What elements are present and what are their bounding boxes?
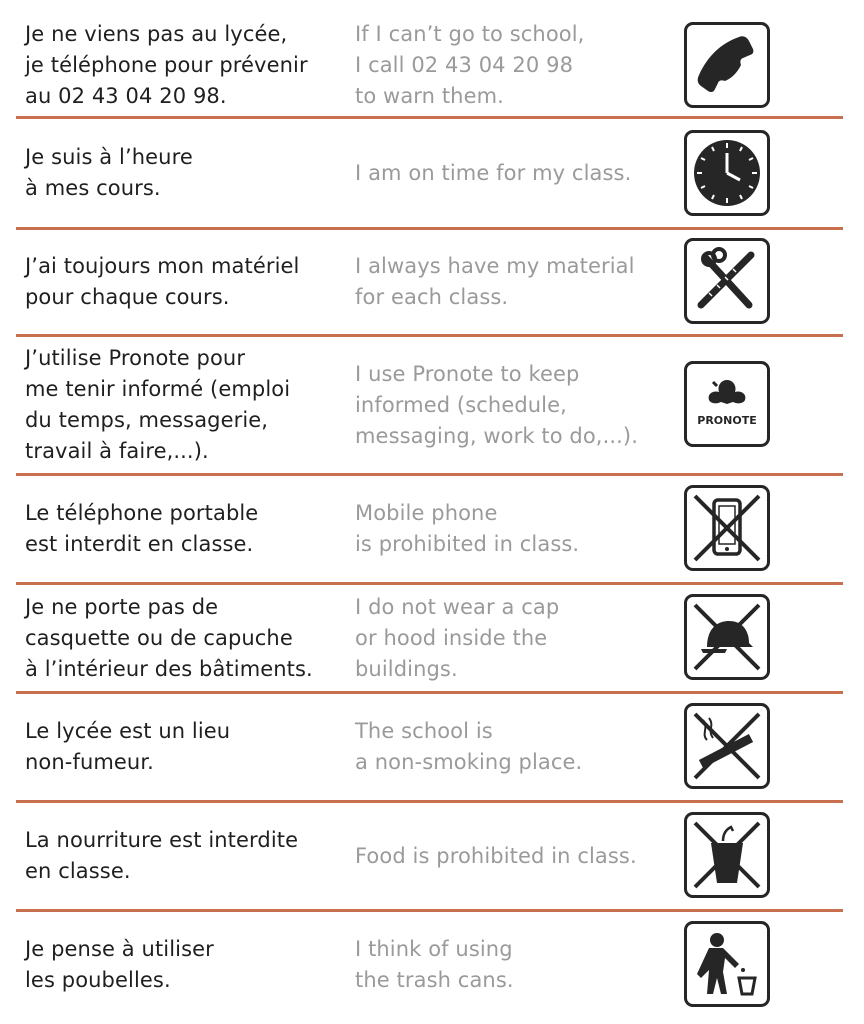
no-smoking-icon	[684, 703, 770, 789]
row-separator	[16, 227, 843, 230]
rule-english-text: I do not wear a cap or hood inside the buildings.	[355, 594, 560, 681]
rule-french-text: Je ne porte pas de casquette ou de capuche à l’intérieur des bâtiments.	[25, 594, 313, 681]
rule-french-text: Je pense à utiliser les poubelles.	[25, 937, 214, 992]
pronote-logo-label: PRONOTE	[697, 414, 757, 427]
rule-french-text: Le téléphone portable est interdit en classe.	[25, 501, 259, 556]
row-separator	[16, 334, 843, 337]
rule-row-no-food	[0, 806, 864, 906]
rule-french-text: Le lycée est un lieu non-fumeur.	[25, 719, 231, 774]
rule-english-text: I always have my material for each class.	[355, 254, 635, 309]
no-food-icon	[684, 812, 770, 898]
rule-english-text: I am on time for my class.	[355, 160, 632, 185]
row-separator	[16, 473, 843, 476]
rule-row-phone-absence	[0, 18, 864, 112]
clock-icon	[684, 130, 770, 216]
rule-row-no-cap	[0, 588, 864, 688]
scissors-ruler-pencil-icon	[684, 238, 770, 324]
rule-row-trash-cans	[0, 915, 864, 1015]
no-mobile-phone-icon	[684, 485, 770, 571]
rule-row-pronote	[0, 340, 864, 470]
row-separator	[16, 691, 843, 694]
rule-english-text: Mobile phone is prohibited in class.	[355, 501, 580, 556]
trash-can-icon	[684, 921, 770, 1007]
rule-row-no-smoking	[0, 697, 864, 797]
rule-english-text: I think of using the trash cans.	[355, 937, 514, 992]
rule-english-text: The school is a non-smoking place.	[355, 719, 583, 774]
pronote-logo-icon	[684, 361, 770, 447]
rule-french-text: J’utilise Pronote pour me tenir informé (emploi du temps, messagerie, travail à faire,...).	[25, 346, 291, 463]
rule-french-text: Je ne viens pas au lycée, je téléphone pour prévenir au 02 43 04 20 98.	[25, 21, 308, 108]
rule-english-text: If I can’t go to school, I call 02 43 04 20 98 to warn them.	[355, 21, 585, 108]
telephone-icon	[684, 22, 770, 108]
row-separator	[16, 582, 843, 585]
row-separator	[16, 909, 843, 912]
rule-row-material	[0, 233, 864, 331]
row-separator	[16, 116, 843, 119]
no-cap-icon	[684, 594, 770, 680]
rule-french-text: J’ai toujours mon matériel pour chaque cours.	[25, 254, 300, 309]
rule-french-text: Je suis à l’heure à mes cours.	[25, 145, 193, 200]
rule-row-punctuality	[0, 122, 864, 224]
rule-french-text: La nourriture est interdite en classe.	[25, 828, 299, 883]
rule-row-no-mobile	[0, 479, 864, 579]
row-separator	[16, 800, 843, 803]
rule-english-text: Food is prohibited in class.	[355, 843, 637, 868]
rule-english-text: I use Pronote to keep informed (schedule, messaging, work to do,...).	[355, 361, 638, 448]
